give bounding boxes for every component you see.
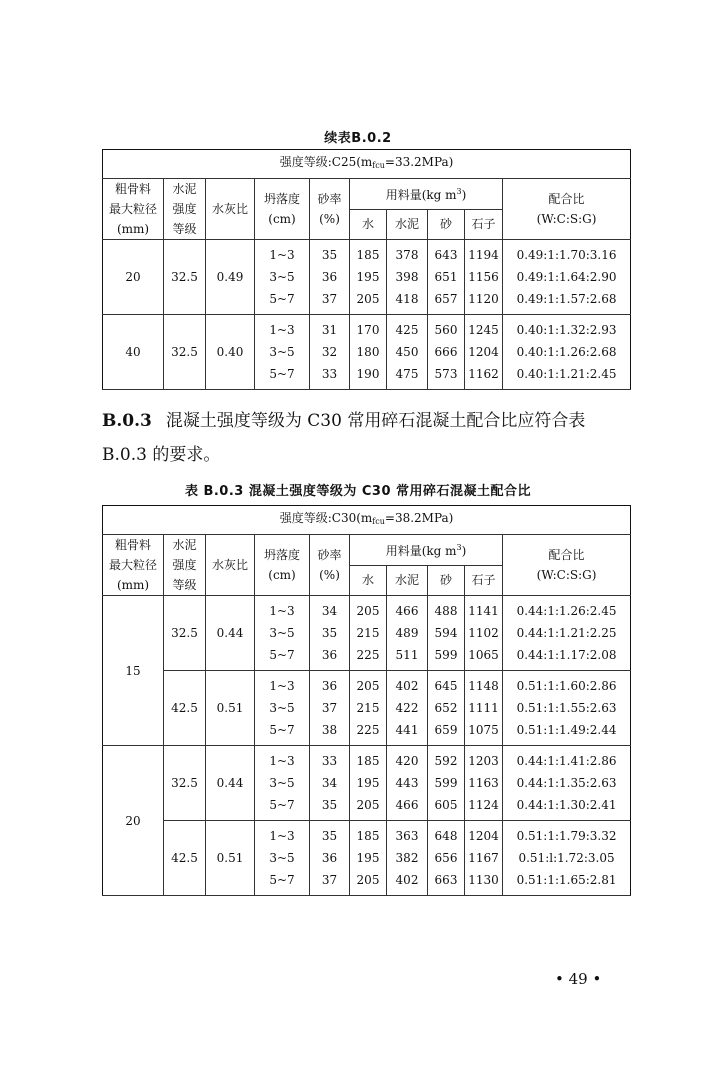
cement-grade-cell: 32.5 [164,746,206,821]
header-sand: 砂 [428,565,465,596]
header-cement: 水泥 [387,565,428,596]
header-stone: 石子 [465,209,503,240]
header-stone: 石子 [465,565,503,596]
cement-grade-cell: 32.5 [164,240,206,315]
header-slump: 坍落度 (cm) [255,535,310,596]
page-number: • 49 • [555,970,602,988]
mix-ratio-cell: 0.44:1:1.26:2.45 0.44:1:1.21:2.25 0.44:1:1.17:2.08 [503,596,631,671]
cement-cell: 402 422 441 [387,671,428,746]
table1-grade-header: 强度等级$:C25(m_{fcu}=33.2MPa)$ [103,150,631,179]
slump-cell: 1~3 3~5 5~7 [255,240,310,315]
sand-ratio-cell: 31 32 33 [310,315,350,390]
water-cement-ratio-cell: 0.51 [206,821,255,896]
aggregate-size-cell: 15 [103,596,164,746]
sand-cell: 560 666 573 [428,315,465,390]
cement-grade-cell: 42.5 [164,821,206,896]
header-mix-ratio: 配合比 (W:C:S:G) [503,535,631,596]
slump-cell: 1~3 3~5 5~7 [255,746,310,821]
header-water: 水 [350,209,387,240]
water-cement-ratio-cell: 0.44 [206,596,255,671]
aggregate-size-cell: 20 [103,240,164,315]
header-cement-grade: 水泥 强度 等级 [164,179,206,240]
water-cement-ratio-cell: 0.51 [206,671,255,746]
header-material-usage: 用料量(kg $m^3$) [350,179,503,210]
aggregate-size-cell: 20 [103,746,164,896]
clause-number: B.0.3 [102,411,152,431]
slump-cell: 1~3 3~5 5~7 [255,315,310,390]
slump-cell: 1~3 3~5 5~7 [255,596,310,671]
water-cement-ratio-cell: 0.49 [206,240,255,315]
paragraph-b03 [102,404,632,472]
header-sand-ratio: 砂率 (%) [310,535,350,596]
mix-ratio-cell: 0.44:1:1.41:2.86 0.44:1:1.35:2.63 0.44:1:1.30:2.41 [503,746,631,821]
mix-ratio-cell: 0.40:1:1.32:2.93 0.40:1:1.26:2.68 0.40:1:1.21:2.45 [503,315,631,390]
aggregate-size-cell: 40 [103,315,164,390]
cement-grade-cell: 32.5 [164,596,206,671]
stone-cell: 1245 1204 1162 [465,315,503,390]
table1-caption: 续表B.0.2 [324,131,392,146]
header-aggregate-size: 粗骨料 最大粒径 (mm) [103,179,164,240]
stone-cell: 1194 1156 1120 [465,240,503,315]
water-cell: 170 180 190 [350,315,387,390]
cement-cell: 378 398 418 [387,240,428,315]
stone-cell: 1141 1102 1065 [465,596,503,671]
table-row [103,596,631,671]
header-sand: 砂 [428,209,465,240]
paragraph-line-2: B.0.3 的要求。 [102,445,221,465]
header-cement-grade: 水泥 强度 等级 [164,535,206,596]
cement-grade-cell: 42.5 [164,671,206,746]
sand-cell: 488 594 599 [428,596,465,671]
paragraph-line-1: B.0.3 混凝土强度等级为 C30 常用碎石混凝土配合比应符合表 [102,411,586,431]
cement-cell: 420 443 466 [387,746,428,821]
sand-cell: 645 652 659 [428,671,465,746]
mix-ratio-cell: 0.49:1:1.70:3.16 0.49:1:1.64:2.90 0.49:1:1.57:2.68 [503,240,631,315]
header-aggregate-size: 粗骨料 最大粒径 (mm) [103,535,164,596]
table-row [103,671,631,746]
water-cement-ratio-cell: 0.44 [206,746,255,821]
mix-ratio-cell: 0.51:1:1.79:3.32 0.51:l:1.72:3.05 0.51:1:1.65:2.81 [503,821,631,896]
table2-caption: 表 B.0.3 混凝土强度等级为 C30 常用碎石混凝土配合比 [184,484,532,499]
water-cell: 185 195 205 [350,821,387,896]
header-material-usage: 用料量(kg $m^3$) [350,535,503,566]
table-row [103,315,631,390]
table1 [102,149,631,390]
slump-cell: 1~3 3~5 5~7 [255,671,310,746]
header-water: 水 [350,565,387,596]
slump-cell: 1~3 3~5 5~7 [255,821,310,896]
water-cell: 185 195 205 [350,240,387,315]
mix-ratio-cell: 0.51:1:1.60:2.86 0.51:1:1.55:2.63 0.51:1:1.49:2.44 [503,671,631,746]
header-water-cement-ratio: 水灰比 [206,535,255,596]
cement-cell: 425 450 475 [387,315,428,390]
table-row [103,240,631,315]
sand-cell: 648 656 663 [428,821,465,896]
sand-ratio-cell: 35 36 37 [310,821,350,896]
sand-cell: 643 651 657 [428,240,465,315]
stone-cell: 1203 1163 1124 [465,746,503,821]
header-slump: 坍落度 (cm) [255,179,310,240]
header-water-cement-ratio: 水灰比 [206,179,255,240]
header-sand-ratio: 砂率 (%) [310,179,350,240]
table2 [102,505,631,896]
cement-grade-cell: 32.5 [164,315,206,390]
sand-ratio-cell: 35 36 37 [310,240,350,315]
table2-grade-header: 强度等级$:C30(m_{fcu}=38.2MPa)$ [103,506,631,535]
water-cement-ratio-cell: 0.40 [206,315,255,390]
table-row [103,746,631,821]
sand-cell: 592 599 605 [428,746,465,821]
water-cell: 185 195 205 [350,746,387,821]
header-mix-ratio: 配合比 (W:C:S:G) [503,179,631,240]
stone-cell: 1204 1167 1130 [465,821,503,896]
table-row [103,821,631,896]
stone-cell: 1148 1111 1075 [465,671,503,746]
sand-ratio-cell: 36 37 38 [310,671,350,746]
water-cell: 205 215 225 [350,671,387,746]
water-cell: 205 215 225 [350,596,387,671]
cement-cell: 466 489 511 [387,596,428,671]
sand-ratio-cell: 34 35 36 [310,596,350,671]
header-cement: 水泥 [387,209,428,240]
cement-cell: 363 382 402 [387,821,428,896]
sand-ratio-cell: 33 34 35 [310,746,350,821]
